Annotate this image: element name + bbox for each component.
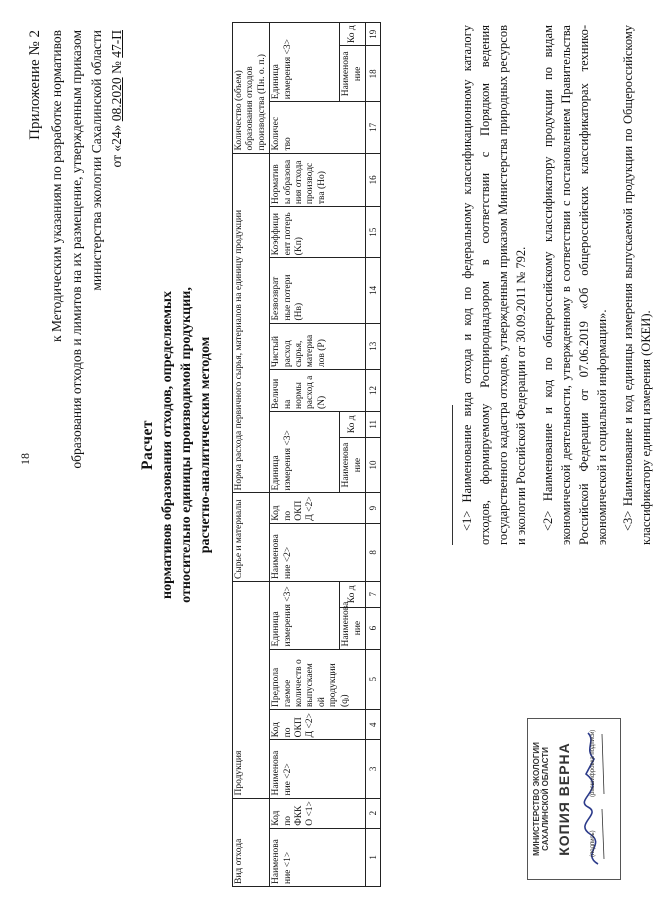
group-norm: Норма расхода первичного сырья, материалов на единицу продукции <box>233 153 270 493</box>
header-product-code: Код по ОКП Д <2> <box>270 710 366 740</box>
footnote-separator <box>452 405 453 545</box>
header-norm-unit: Единица измерения <3> <box>270 411 340 492</box>
column-number: 11 <box>366 411 381 437</box>
footnote-2: <2> Наименование и код по общероссийскому классификатору продукции по видам экономической деятельности, утвержденному в соответствии с постановлением Правительства Российской Федерации от 07.06.2019 «Об общероссийских классификаторах технико-экономической и социальной информации». <box>540 25 609 545</box>
column-number: 17 <box>366 102 381 153</box>
sub-name: Наименова ние <box>340 607 366 649</box>
norms-table <box>232 22 381 887</box>
column-number: 2 <box>366 798 381 828</box>
group-quantity: Количество (объем) образования отходов производства (Пн. о. п.) <box>233 23 270 154</box>
stamp-organization: МИНИСТЕРСТВО ЭКОЛОГИИ САХАЛИНСКОЙ ОБЛАСТИ <box>532 742 551 856</box>
column-number: 5 <box>366 649 381 710</box>
header-raw-name: Наименова ние <2> <box>270 523 366 581</box>
sub-name: Наименова ние <box>340 437 366 493</box>
appendix-date-line: от «24» 08.2020 № 47-П <box>109 30 125 168</box>
header-waste-name: Наименова ние <1> <box>270 828 366 886</box>
column-number: 8 <box>366 523 381 581</box>
sub-name: Наименова ние <box>340 46 366 102</box>
header-product-qty: Предпола гаемое количеств о выпускаем ой продукции (qᵢ) <box>270 649 366 710</box>
column-number: 7 <box>366 581 381 607</box>
column-number: 6 <box>366 607 381 649</box>
sub-code: Ко д <box>340 411 366 437</box>
column-number: 12 <box>366 370 381 412</box>
header-product-unit: Единица измерения <3> <box>270 581 340 649</box>
footnote-3: <3> Наименование и код единицы измерения выпускаемой продукции по Общероссийскому классификатору единиц измерения (ОКЕИ). <box>621 25 654 545</box>
header-norm-loss: Безвозврат ные потери (Hв) <box>270 258 366 323</box>
column-number: 18 <box>366 46 381 102</box>
title-line: расчетно-аналитическим методом <box>197 336 213 554</box>
sub-code: Ко д <box>340 23 366 46</box>
group-product: Продукция <box>233 581 270 798</box>
header-norm-waste: Норматив ы образова ния отхода производс тва (Hо) <box>270 153 366 207</box>
column-number: 13 <box>366 323 381 370</box>
appendix-line: образования отходов и лимитов на их размещение, утвержденным приказом <box>68 30 84 469</box>
header-norm-net: Чистый расход сырья, материа лов (P) <box>270 323 366 370</box>
column-number: 16 <box>366 153 381 207</box>
document-title <box>138 165 216 725</box>
sub-code: Ко д <box>340 581 366 607</box>
appendix-line: министерства экологии Сахалинской области <box>89 30 104 291</box>
stamp-text: КОПИЯ ВЕРНА <box>556 742 572 856</box>
footnote-1: <1> Наименование вида отхода и код по федеральному классификационному каталогу отходов, формируемому Росприроднадзором в соответствии с Порядком ведения государственного кадастра отходов, утвержденным приказом Министерства природных ресурсов и экологии Российской Федерации от 30.09.2011 № 792. <box>460 25 529 545</box>
column-number: 4 <box>366 710 381 740</box>
column-number: 14 <box>366 258 381 323</box>
appendix-line: к Методическим указаниям по разработке нормативов <box>48 30 64 342</box>
stamp-caption-signature: (подпись) <box>590 830 596 857</box>
header-qty-unit: Единица измерения <3> <box>270 23 340 102</box>
group-raw: Сырье и материалы <box>233 493 270 581</box>
title-main: Расчет <box>139 419 156 471</box>
column-number: 9 <box>366 493 381 523</box>
appendix-header <box>24 30 128 469</box>
column-number: 15 <box>366 207 381 258</box>
group-waste: Вид отхода <box>233 798 270 886</box>
header-norm-coef: Коэффици ент потерь (Kп) <box>270 207 366 258</box>
header-waste-code: Код по ФКК О <1> <box>270 798 366 828</box>
header-raw-code: Код по ОКП Д <2> <box>270 493 366 523</box>
certification-stamp <box>527 718 621 880</box>
column-number: 19 <box>366 23 381 46</box>
header-norm-value: Величи на нормы расход а (N) <box>270 370 366 412</box>
header-qty-amount: Количес тво <box>270 102 366 153</box>
title-line: относительно единицы производимой продукции, <box>178 287 194 603</box>
column-number: 1 <box>366 828 381 886</box>
footnotes <box>458 25 663 545</box>
header-product-name: Наименова ние <2> <box>270 740 366 798</box>
stamp-caption-name: (расшифровка подписи) <box>590 729 596 797</box>
column-number: 3 <box>366 740 381 798</box>
column-number: 10 <box>366 437 381 493</box>
title-line: нормативов образования отходов, определяемых <box>159 291 175 599</box>
page-number: 18 <box>18 453 32 465</box>
appendix-title: Приложение № 2 <box>27 30 43 140</box>
